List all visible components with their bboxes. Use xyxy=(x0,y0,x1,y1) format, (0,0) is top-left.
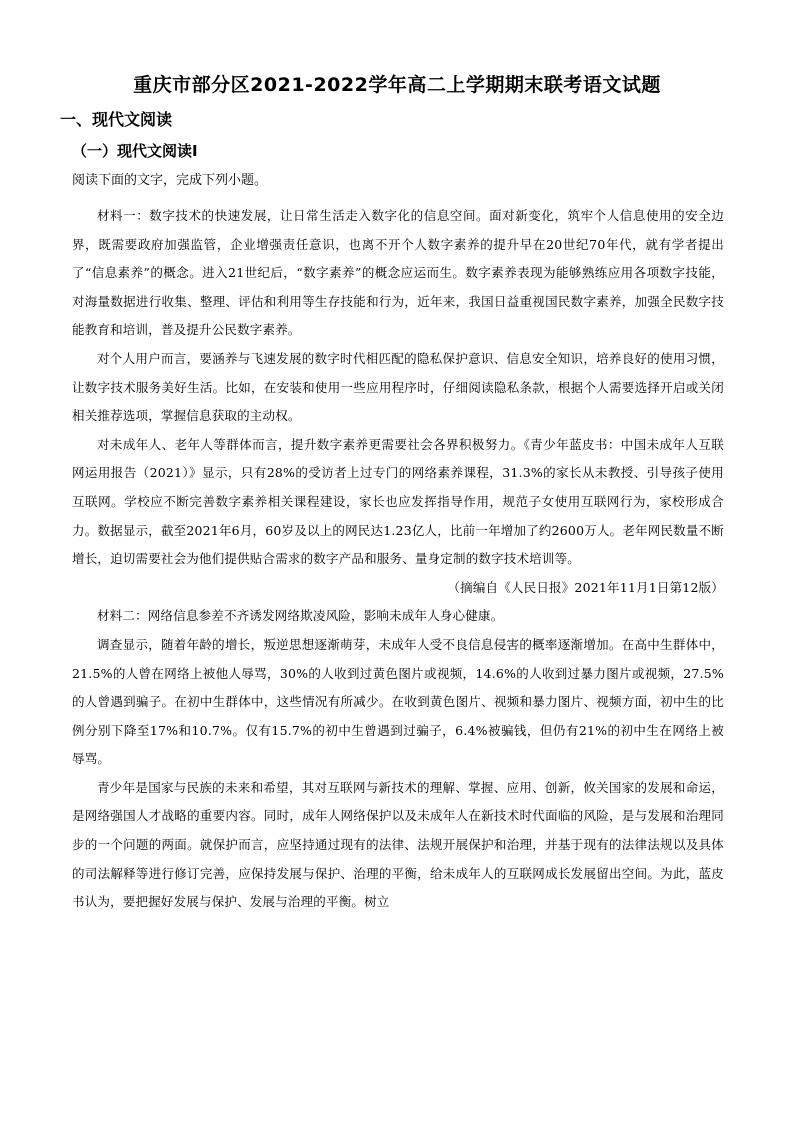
paragraph: 对个人用户而言，要涵养与飞速发展的数字时代相匹配的隐私保护意识、信息安全知识，培养良好的使用习惯，让数字技术服务美好生活。比如，在安装和使用一些应用程序时，仔细阅读隐私条款，根据个人需要选择开启或关闭相关推荐选项，掌握信息获取的主动权。 xyxy=(72,350,724,424)
section-heading: 一、现代文阅读 xyxy=(60,110,173,129)
reading-instruction: 阅读下面的文字，完成下列小题。 xyxy=(72,173,268,188)
paragraph: 青少年是国家与民族的未来和希望，其对互联网与新技术的理解、掌握、应用、创新，攸关国家的发展和命运，是网络强国人才战略的重要内容。同时，成年人网络保护以及未成年人在新技术时代面临的风险，是与发展和治理同步的一个问题的两面。就保护而言，应坚持通过现有的法律、法规开展保护和治理，并基于现有的法律法规以及具体的司法解释等进行修订完善，应保持发展与保护、治理的平衡，给未成年人的互联网成长发展留出空间。为此，蓝皮书认为，要把握好发展与保护、发展与治理的平衡。树立 xyxy=(72,779,724,910)
paragraph: 材料一：数字技术的快速发展，让日常生活走入数字化的信息空间。面对新变化，筑牢个人信息使用的安全边界，既需要政府加强监管，企业增强责任意识，也离不开个人数字素养的提升早在20世纪70年代，就有学者提出了“信息素养”的概念。进入21世纪后，“数字素养”的概念应运而生。数字素养表现为能够熟练应用各项数字技能，对海量数据进行收集、整理、评估和利用等生存技能和行为，近年来，我国日益重视国民数字素养，加强全民数字技能教育和培训，普及提升公民数字素养。 xyxy=(72,208,724,338)
paragraph: 材料二：网络信息参差不齐诱发网络欺凌风险，影响未成年人身心健康。 xyxy=(97,608,504,624)
paragraph: 对未成年人、老年人等群体而言，提升数字素养更需要社会各界积极努力。《青少年蓝皮书：中国未成年人互联网运用报告（2021）》显示，只有28%的受访者上过专门的网络素养课程，31.3%的家长从未教授、引导孩子使用互联网。学校应不断完善数字素养相关课程建设，家长也应发挥指导作用，规范子女使用互联网行为，家校形成合力。数据显示，截至2021年6月，60岁及以上的网民达1.23亿人，比前一年增加了约2600万人。老年网民数量不断增长，迫切需要社会为他们提供贴合需求的数字产品和服务、量身定制的数字技术培训等。 xyxy=(72,436,724,567)
passage-body xyxy=(72,202,724,917)
source-citation: （摘编自《人民日报》2021年11月1日第12版） xyxy=(447,579,724,595)
paragraph: 调查显示，随着年龄的增长，叛逆思想逐渐萌芽，未成年人受不良信息侵害的概率逐渐增加。在高中生群体中，21.5%的人曾在网络上被他人辱骂，30%的人收到过黄色图片或视频，14.6%的人收到过暴力图片或视频，27.5%的人曾遇到骗子。在初中生群体中，这些情况有所减少。在收到黄色图片、视频和暴力图片、视频方面，初中生的比例分别下降至17%和10.7%。仅有15.7%的初中生曾遇到过骗子，6.4%被骗钱，但仍有21%的初中生在网络上被辱骂。 xyxy=(72,636,724,767)
subsection-heading: （一）现代文阅读Ⅰ xyxy=(72,142,198,160)
document-title: 重庆市部分区2021-2022学年高二上学期期末联考语文试题 xyxy=(133,74,661,96)
